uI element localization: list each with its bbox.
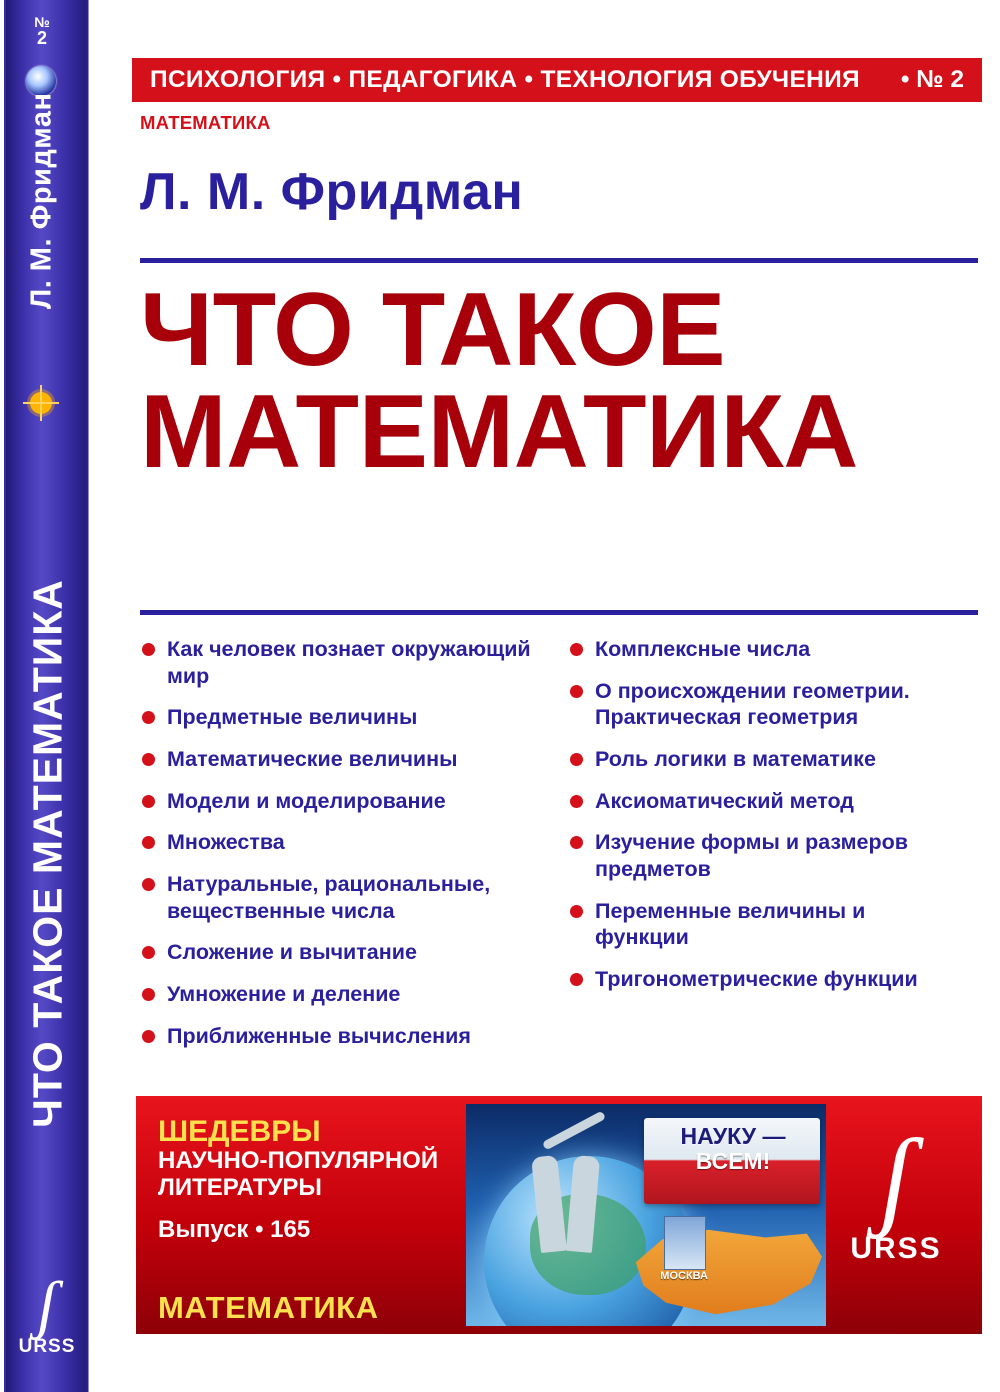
header-issue-number: • № 2: [900, 66, 964, 93]
list-item-label: Как человек познает окружающий мир: [167, 637, 531, 688]
bullet-dot-icon: [570, 905, 583, 918]
list-item-label: Множества: [167, 830, 285, 855]
list-item: [564, 898, 964, 951]
bullet-dot-icon: [142, 1030, 155, 1043]
list-item-label: Переменные величины и функции: [595, 898, 866, 950]
page-title: [140, 272, 985, 490]
publisher-name: URSS: [850, 1232, 942, 1265]
list-item-label: О происхождении геометрии. Практическая геометрия: [595, 678, 910, 730]
title-line-2: МАТЕМАТИКА: [140, 373, 858, 490]
subject-label: МАТЕМАТИКА: [140, 112, 271, 133]
list-item-label: Изучение формы и размеров предметов: [595, 830, 908, 881]
divider-top: [140, 258, 978, 263]
bullet-dot-icon: [570, 836, 583, 849]
bullet-dot-icon: [570, 973, 583, 986]
list-item-label: Математические величины: [167, 746, 458, 771]
list-item: [564, 678, 964, 731]
list-item: [564, 636, 964, 663]
series-title-line-2: НАУЧНО-ПОПУЛЯРНОЙ: [158, 1146, 439, 1174]
author-name: Л. М. Фридман: [140, 163, 524, 221]
statue-figure-left: [531, 1155, 567, 1253]
kremlin-tower-icon: [664, 1216, 706, 1270]
publisher-mark-icon: ʃ: [879, 1116, 913, 1240]
flag-slogan-line-2: ВСЕМ!: [695, 1148, 771, 1175]
bullet-dot-icon: [570, 753, 583, 766]
list-item: [136, 871, 546, 924]
spine-author: Л. М. Фридман: [25, 92, 58, 310]
bullet-dot-icon: [142, 795, 155, 808]
spine-number-value: 2: [36, 28, 47, 48]
city-label: МОСКВА: [660, 1270, 708, 1282]
header-series-text: ПСИХОЛОГИЯ • ПЕДАГОГИКА • ТЕХНОЛОГИЯ ОБУЧЕНИЯ: [150, 66, 860, 93]
list-item: [136, 829, 546, 856]
flag-slogan: [650, 1124, 816, 1175]
topics-list: [136, 636, 986, 1064]
list-item: [136, 636, 546, 689]
series-title-line-1: ШЕДЕВРЫ: [158, 1115, 321, 1148]
list-item-label: Тригонометрические функции: [595, 966, 918, 991]
list-item: [136, 1023, 546, 1050]
bullet-dot-icon: [142, 946, 155, 959]
bullet-dot-icon: [570, 685, 583, 698]
list-item-label: Модели и моделирование: [167, 788, 446, 813]
bullet-dot-icon: [142, 836, 155, 849]
series-subject: МАТЕМАТИКА: [158, 1289, 379, 1325]
spine-issue-number: [22, 10, 62, 62]
statue-arm: [542, 1111, 606, 1151]
bullet-dot-icon: [570, 643, 583, 656]
spine-number-symbol: №: [34, 14, 50, 30]
book-spine: [0, 0, 92, 1392]
flag-slogan-line-1: НАУКУ —: [680, 1123, 786, 1149]
bullet-dot-icon: [142, 643, 155, 656]
list-item: [564, 829, 964, 882]
topics-column-right: [564, 636, 964, 1064]
series-banner: [136, 1096, 982, 1334]
spine-publisher-logo: [16, 1268, 78, 1358]
list-item: [564, 966, 964, 993]
list-item-label: Комплексные числа: [595, 637, 811, 661]
list-item-label: Приближенные вычисления: [167, 1023, 471, 1048]
series-info: [136, 1096, 466, 1334]
list-item-label: Предметные величины: [167, 705, 418, 730]
list-item-label: Роль логики в математике: [595, 746, 876, 771]
list-item: [564, 788, 964, 815]
spine-title: ЧТО ТАКОЕ МАТЕМАТИКА: [24, 579, 71, 1128]
publisher-logo: [836, 1116, 956, 1266]
series-issue: Выпуск • 165: [158, 1215, 311, 1243]
list-item: [136, 746, 546, 773]
statue-figure-right: [566, 1155, 600, 1253]
worker-and-kolkhoz-woman-icon: [514, 1122, 634, 1252]
bullet-dot-icon: [142, 711, 155, 724]
list-item: [136, 788, 546, 815]
spine-publisher-name: URSS: [18, 1336, 76, 1357]
bullet-dot-icon: [142, 988, 155, 1001]
list-item: [564, 746, 964, 773]
spine-sphere-icon: [26, 66, 56, 96]
publisher-mark-icon: ʃ: [37, 1268, 57, 1341]
banner-publisher: [826, 1096, 982, 1334]
list-item: [136, 939, 546, 966]
sun-icon: [30, 392, 52, 414]
list-item: [136, 981, 546, 1008]
header-band: [132, 58, 982, 102]
topics-column-left: [136, 636, 546, 1064]
front-panel: [92, 0, 1000, 1392]
series-title-line-3: ЛИТЕРАТУРЫ: [158, 1173, 322, 1201]
title-line-1: ЧТО ТАКОЕ: [140, 272, 726, 388]
bullet-dot-icon: [142, 753, 155, 766]
banner-artwork: [466, 1104, 826, 1326]
list-item-label: Умножение и деление: [167, 981, 401, 1006]
bullet-dot-icon: [142, 878, 155, 891]
divider-bottom: [140, 610, 978, 615]
bullet-dot-icon: [570, 795, 583, 808]
list-item-label: Натуральные, рациональные, вещественные числа: [167, 871, 491, 923]
list-item: [136, 704, 546, 731]
list-item-label: Сложение и вычитание: [167, 940, 417, 965]
list-item-label: Аксиоматический метод: [595, 788, 854, 813]
